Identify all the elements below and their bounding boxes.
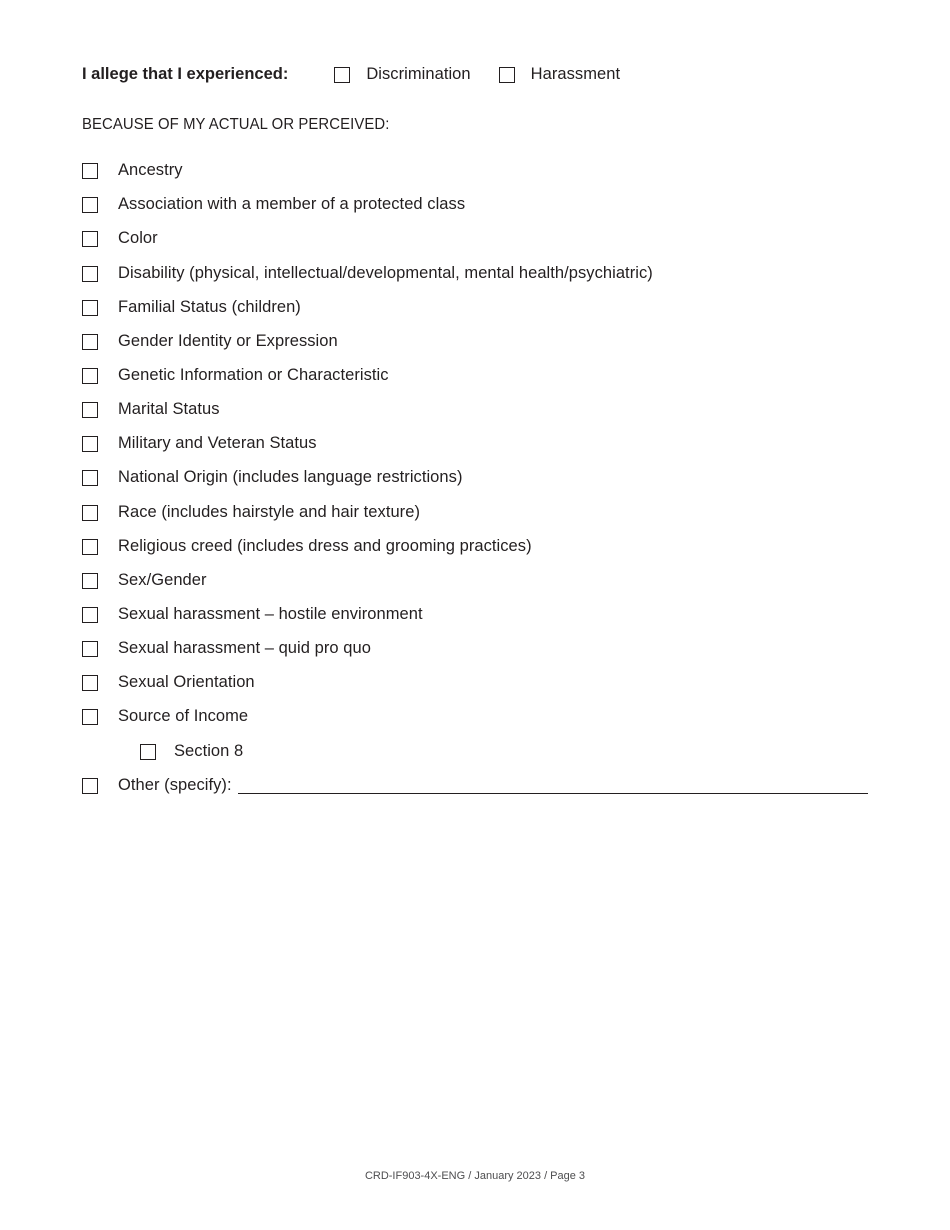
association-checkbox[interactable] [82, 197, 98, 213]
basis-other [82, 776, 232, 795]
harassment-label: Harassment [530, 65, 621, 83]
sexual-orientation-checkbox[interactable] [82, 675, 98, 691]
basis-race [82, 503, 420, 522]
military-veteran-label: Military and Veteran Status [118, 434, 317, 452]
gender-identity-checkbox[interactable] [82, 334, 98, 350]
harassment-checkbox[interactable] [499, 67, 515, 83]
basis-source-of-income [82, 707, 248, 726]
basis-religious-creed [82, 537, 532, 556]
allege-row [82, 65, 648, 84]
basis-genetic-information [82, 366, 389, 385]
national-origin-label: National Origin (includes language restrictions) [118, 468, 463, 486]
genetic-information-label: Genetic Information or Characteristic [118, 366, 389, 384]
association-label: Association with a member of a protected class [118, 195, 466, 213]
sexual-harassment-quid-pro-quo-label: Sexual harassment – quid pro quo [118, 639, 371, 657]
other-label: Other (specify): [118, 776, 232, 794]
basis-military-veteran [82, 434, 317, 453]
sex-gender-label: Sex/Gender [118, 571, 207, 589]
disability-label: Disability (physical, intellectual/developmental, mental health/psychiatric) [118, 264, 653, 282]
color-checkbox[interactable] [82, 231, 98, 247]
marital-status-checkbox[interactable] [82, 402, 98, 418]
basis-marital-status [82, 400, 220, 419]
ancestry-label: Ancestry [118, 161, 183, 179]
basis-sex-gender [82, 571, 207, 590]
religious-creed-checkbox[interactable] [82, 539, 98, 555]
ancestry-checkbox[interactable] [82, 163, 98, 179]
basis-color [82, 229, 158, 248]
race-checkbox[interactable] [82, 505, 98, 521]
sexual-harassment-quid-pro-quo-checkbox[interactable] [82, 641, 98, 657]
section-8-checkbox[interactable] [140, 744, 156, 760]
religious-creed-label: Religious creed (includes dress and grooming practices) [118, 537, 532, 555]
race-label: Race (includes hairstyle and hair texture) [118, 503, 420, 521]
basis-sexual-harassment-hostile [82, 605, 423, 624]
sexual-harassment-hostile-checkbox[interactable] [82, 607, 98, 623]
familial-status-checkbox[interactable] [82, 300, 98, 316]
allege-label: I allege that I experienced: [82, 65, 289, 83]
page-footer: CRD-IF903-4X-ENG / January 2023 / Page 3 [364, 1170, 586, 1182]
basis-association [82, 195, 465, 214]
military-veteran-checkbox[interactable] [82, 436, 98, 452]
section-8-label: Section 8 [174, 742, 244, 760]
sexual-orientation-label: Sexual Orientation [118, 673, 255, 691]
source-of-income-label: Source of Income [118, 707, 249, 725]
sex-gender-checkbox[interactable] [82, 573, 98, 589]
other-checkbox[interactable] [82, 778, 98, 794]
gender-identity-label: Gender Identity or Expression [118, 332, 338, 350]
basis-national-origin [82, 468, 462, 487]
source-of-income-checkbox[interactable] [82, 709, 98, 725]
basis-disability [82, 264, 653, 283]
disability-checkbox[interactable] [82, 266, 98, 282]
genetic-information-checkbox[interactable] [82, 368, 98, 384]
basis-sexual-orientation [82, 673, 255, 692]
basis-sexual-harassment-quid-pro-quo [82, 639, 371, 658]
familial-status-label: Familial Status (children) [118, 298, 301, 316]
basis-ancestry [82, 161, 183, 180]
discrimination-checkbox[interactable] [334, 67, 350, 83]
basis-gender-identity [82, 332, 338, 351]
basis-section-8 [140, 742, 243, 761]
discrimination-label: Discrimination [366, 65, 471, 83]
sexual-harassment-hostile-label: Sexual harassment – hostile environment [118, 605, 423, 623]
color-label: Color [118, 229, 158, 247]
marital-status-label: Marital Status [118, 400, 220, 418]
because-heading: BECAUSE OF MY ACTUAL OR PERCEIVED: [82, 116, 390, 133]
basis-familial-status [82, 298, 301, 317]
other-specify-field[interactable] [238, 793, 868, 794]
national-origin-checkbox[interactable] [82, 470, 98, 486]
